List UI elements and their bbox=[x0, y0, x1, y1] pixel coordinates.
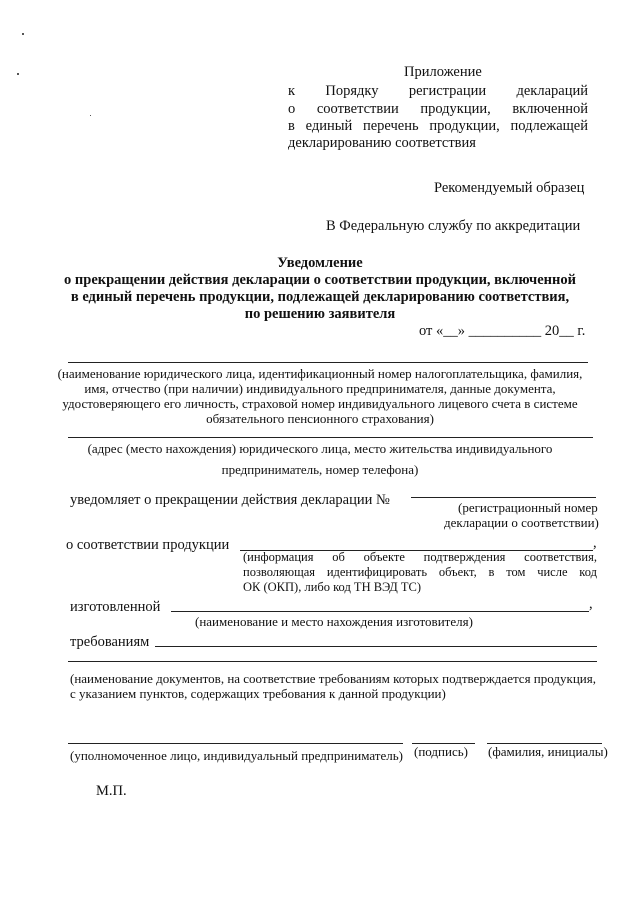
heading-line: о прекращении действия декларации о соответствии продукции, включенной bbox=[64, 272, 576, 288]
notify-text: уведомляет о прекращении действия декларации № bbox=[70, 492, 390, 508]
scan-speck bbox=[90, 115, 91, 116]
caption-line: удостоверяющего его личность, страховой номер индивидуального лицевого счета в системе bbox=[62, 396, 578, 411]
caption-line: (адрес (место нахождения) юридического лица, место жительства индивидуального bbox=[87, 441, 553, 456]
date-line: от «__» __________ 20__ г. bbox=[419, 323, 586, 339]
caption-line: (наименование документов, на соответствие требованиям которых подтверждается продукция, bbox=[70, 671, 596, 686]
manufacturer-line[interactable] bbox=[171, 611, 589, 612]
manufacturer-label: изготовленной bbox=[70, 599, 161, 615]
caption-line: (наименование юридического лица, идентификационный номер налогоплательщика, фамилия, bbox=[57, 366, 583, 381]
caption-line: (регистрационный номер bbox=[458, 500, 598, 515]
appendix-title: Приложение bbox=[404, 64, 482, 80]
sign-caption: (подпись) bbox=[414, 744, 468, 759]
stamp-label: М.П. bbox=[96, 783, 127, 799]
comma: , bbox=[589, 596, 593, 612]
caption-line: предприниматель, номер телефона) bbox=[221, 462, 419, 477]
comma: , bbox=[593, 535, 597, 551]
scan-speck bbox=[17, 73, 19, 75]
caption-line: ОК (ОКП), либо код ТН ВЭД ТС) bbox=[243, 580, 422, 594]
person-line[interactable] bbox=[68, 743, 403, 744]
appendix-line: к Порядку регистрации деклараций bbox=[288, 83, 588, 99]
product-label: о соответствии продукции bbox=[66, 537, 230, 553]
caption-line: с указанием пунктов, содержащих требования к данной продукции) bbox=[70, 686, 446, 701]
caption-line: декларации о соответствии) bbox=[444, 515, 599, 530]
caption-line: (информация об объекте подтверждения соответствия, bbox=[243, 550, 597, 564]
appendix-line: о соответствии продукции, включенной bbox=[288, 101, 588, 117]
requirements-line-2[interactable] bbox=[68, 661, 597, 662]
person-caption: (уполномоченное лицо, индивидуальный предприниматель) bbox=[70, 748, 403, 763]
heading-title: Уведомление bbox=[277, 255, 363, 271]
caption-line: позволяющая идентифицировать объект, в том числе код bbox=[243, 565, 597, 579]
sample-label: Рекомендуемый образец bbox=[434, 180, 585, 196]
name-caption: (фамилия, инициалы) bbox=[488, 744, 608, 759]
addressee: В Федеральную службу по аккредитации bbox=[326, 218, 581, 234]
requirements-line[interactable] bbox=[155, 646, 597, 647]
scan-speck bbox=[22, 33, 24, 35]
heading-line: по решению заявителя bbox=[244, 306, 396, 322]
manufacturer-caption: (наименование и место нахождения изготовителя) bbox=[195, 614, 473, 629]
requirements-label: требованиям bbox=[70, 634, 150, 650]
appendix-line: декларированию соответствия bbox=[288, 135, 476, 151]
heading-line: в единый перечень продукции, подлежащей декларированию соответствия, bbox=[70, 289, 570, 305]
caption-line: обязательного пенсионного страхования) bbox=[206, 411, 434, 426]
caption-line: имя, отчество (при наличии) индивидуального предпринимателя, данные документа, bbox=[84, 381, 556, 396]
address-line[interactable] bbox=[68, 437, 593, 438]
applicant-line[interactable] bbox=[68, 362, 588, 363]
registration-number-line[interactable] bbox=[411, 497, 596, 498]
appendix-line: в единый перечень продукции, подлежащей bbox=[288, 118, 588, 134]
